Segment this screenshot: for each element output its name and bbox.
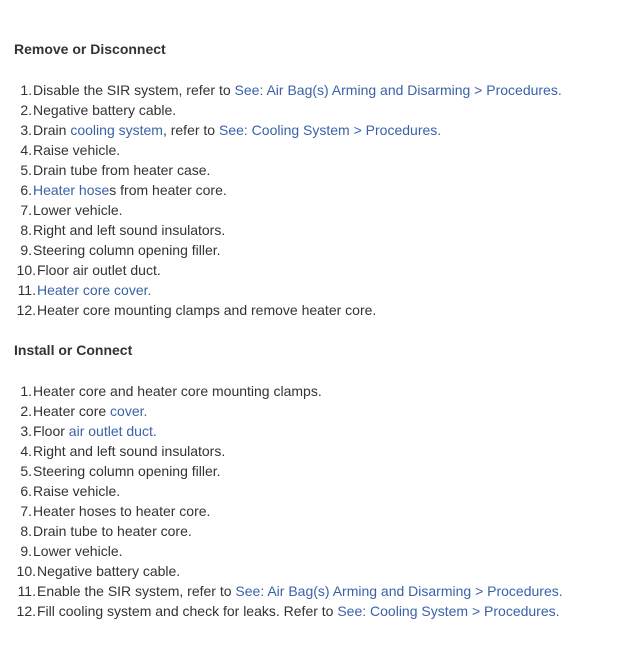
step-text xyxy=(37,260,161,280)
step-text xyxy=(37,601,560,621)
step-number: 4. xyxy=(20,443,32,459)
step-item xyxy=(14,120,562,140)
step-item xyxy=(14,80,562,100)
step-item xyxy=(14,541,563,561)
step-number: 9. xyxy=(20,242,32,258)
step-text-segment: Lower vehicle. xyxy=(33,543,123,559)
step-text-segment: Right and left sound insulators. xyxy=(33,222,226,238)
step-number: 6. xyxy=(20,182,32,198)
step-link[interactable]: See: Air Bag(s) Arming and Disarming > Procedures. xyxy=(235,583,563,599)
step-number: 9. xyxy=(20,543,32,559)
step-text-segment: Raise vehicle. xyxy=(33,142,121,158)
step-text xyxy=(37,300,376,320)
step-item xyxy=(14,601,563,621)
step-text xyxy=(33,441,225,461)
step-number: 12. xyxy=(16,603,36,619)
step-text-segment: Drain tube to heater core. xyxy=(33,523,192,539)
step-link[interactable]: Heater core cover. xyxy=(37,282,152,298)
step-link[interactable]: cooling system xyxy=(70,122,163,138)
remove-steps-list xyxy=(14,80,562,320)
step-text xyxy=(33,220,225,240)
install-steps-list xyxy=(14,381,563,621)
step-text-segment: Fill cooling system and check for leaks. Refer to xyxy=(37,603,338,619)
step-text-segment: Floor air outlet duct. xyxy=(37,262,161,278)
step-link[interactable]: See: Cooling System > Procedures. xyxy=(337,603,560,619)
step-number: 12. xyxy=(16,302,36,318)
step-link[interactable]: See: Air Bag(s) Arming and Disarming > Procedures. xyxy=(234,82,562,98)
step-item xyxy=(14,521,563,541)
step-text xyxy=(37,561,180,581)
step-number: 4. xyxy=(20,142,32,158)
step-text-segment: Heater core mounting clamps and remove heater core. xyxy=(37,302,377,318)
step-item xyxy=(14,140,562,160)
step-text xyxy=(33,461,221,481)
step-text xyxy=(33,381,322,401)
step-text xyxy=(33,521,192,541)
step-link[interactable]: See: Cooling System > Procedures. xyxy=(218,122,442,138)
step-text xyxy=(37,280,151,300)
step-link[interactable]: air outlet duct. xyxy=(68,423,157,439)
step-number: 7. xyxy=(20,503,32,519)
step-item xyxy=(14,180,562,200)
step-text-segment: Steering column opening filler. xyxy=(33,463,221,479)
step-text xyxy=(33,120,441,140)
step-text-segment: Enable the SIR system, refer to xyxy=(37,583,236,599)
step-item xyxy=(14,220,562,240)
step-text xyxy=(33,100,176,120)
step-text-segment: Heater core and heater core mounting clamps. xyxy=(33,383,322,399)
step-text xyxy=(33,140,120,160)
step-text-segment: Drain tube from heater case. xyxy=(33,162,211,178)
step-text-segment: Raise vehicle. xyxy=(33,483,121,499)
step-number: 11. xyxy=(17,282,36,298)
install-section-title: Install or Connect xyxy=(14,342,133,358)
step-item xyxy=(14,260,562,280)
step-number: 6. xyxy=(20,483,32,499)
step-item xyxy=(14,501,563,521)
step-text xyxy=(33,200,123,220)
step-text xyxy=(33,421,157,441)
step-item xyxy=(14,441,563,461)
step-item xyxy=(14,300,562,320)
step-text-segment: Negative battery cable. xyxy=(33,102,177,118)
step-number: 10. xyxy=(16,563,36,579)
step-item xyxy=(14,280,562,300)
step-item xyxy=(14,581,563,601)
step-text xyxy=(33,160,210,180)
step-text-segment: Negative battery cable. xyxy=(37,563,181,579)
step-item xyxy=(14,160,562,180)
step-item xyxy=(14,200,562,220)
step-item xyxy=(14,240,562,260)
step-number: 2. xyxy=(20,403,32,419)
step-text-segment: Floor xyxy=(33,423,69,439)
step-item xyxy=(14,100,562,120)
step-text xyxy=(33,80,562,100)
step-item xyxy=(14,381,563,401)
step-number: 8. xyxy=(20,222,32,238)
step-number: 5. xyxy=(20,162,32,178)
step-text-segment: Drain xyxy=(33,122,71,138)
step-number: 7. xyxy=(20,202,32,218)
step-text xyxy=(37,581,563,601)
step-item xyxy=(14,401,563,421)
step-number: 3. xyxy=(20,122,32,138)
step-number: 5. xyxy=(20,463,32,479)
step-number: 1. xyxy=(20,82,32,98)
step-number: 3. xyxy=(20,423,32,439)
step-item xyxy=(14,461,563,481)
step-item xyxy=(14,561,563,581)
step-text-segment: Right and left sound insulators. xyxy=(33,443,226,459)
step-text xyxy=(33,180,227,200)
step-number: 2. xyxy=(20,102,32,118)
step-text-segment: Heater core xyxy=(33,403,111,419)
step-link[interactable]: cover. xyxy=(110,403,148,419)
step-text xyxy=(33,501,210,521)
step-text-segment: Steering column opening filler. xyxy=(33,242,221,258)
step-number: 10. xyxy=(16,262,36,278)
step-link[interactable]: Heater hose xyxy=(33,182,110,198)
step-text xyxy=(33,541,123,561)
step-text xyxy=(33,481,120,501)
step-item xyxy=(14,421,563,441)
step-text-segment: Disable the SIR system, refer to xyxy=(33,82,235,98)
step-text-segment: , refer to xyxy=(162,122,219,138)
step-text-segment: s from heater core. xyxy=(109,182,227,198)
step-number: 11. xyxy=(17,583,36,599)
remove-section-title: Remove or Disconnect xyxy=(14,41,166,57)
step-text-segment: Lower vehicle. xyxy=(33,202,123,218)
step-number: 8. xyxy=(20,523,32,539)
step-text-segment: Heater hoses to heater core. xyxy=(33,503,211,519)
step-text xyxy=(33,240,221,260)
step-text xyxy=(33,401,147,421)
step-number: 1. xyxy=(20,383,32,399)
step-item xyxy=(14,481,563,501)
